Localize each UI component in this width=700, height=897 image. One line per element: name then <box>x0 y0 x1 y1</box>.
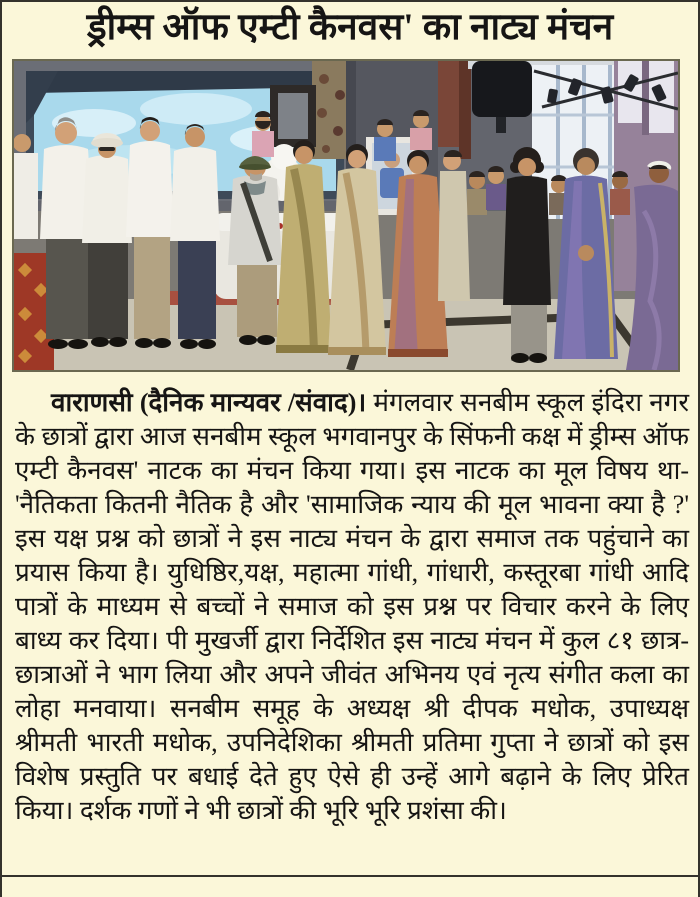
event-photo-illustration <box>14 61 678 370</box>
headline: ड्रीम्स ऑफ एम्टी कैनवस' का नाट्य मंचन <box>86 7 614 48</box>
dateline: वाराणसी (दैनिक मान्यवर /संवाद)। <box>51 388 367 417</box>
event-photo <box>12 59 680 372</box>
bottom-rule <box>2 875 698 877</box>
speaker-box <box>472 61 532 117</box>
article-paragraph <box>15 386 689 828</box>
article-body-text: मंगलवार सनबीम स्कूल इंदिरा नगर के छात्रों द्वारा आज सनबीम स्कूल भगवानपुर के सिंफनी कक्ष में ड्रीम्स ऑफ एम्टी कैनवस' नाटक का मंचन किया गया। इस नाटक का मूल विषय था- 'नैतिकता कितनी नैतिक है और 'सामाजिक न्याय की मूल भावना क्या है ?' इस यक्ष प्रश्न को छात्रों ने इस नाट्य मंचन के द्वारा समाज तक पहुंचाने का प्रयास किया है। युधिष्ठिर,यक्ष, महात्मा गांधी, गांधारी, कस्तूरबा गांधी आदि पात्रों के माध्यम से बच्चों ने समाज को इस प्रश्न पर विचार करने के लिए बाध्य कर दिया। पी मुखर्जी द्वारा निर्देशित इस नाट्य मंचन में कुल ८१ छात्र- छात्राओं ने भाग लिया और अपने जीवंत अभिनय एवं नृत्य संगीत कला का लोहा मनवाया। सनबीम समूह के अध्यक्ष श्री दीपक मधोक, उपाध्यक्ष श्रीमती भारती मधोक, उपनिदेशिका श्रीमती प्रतिमा गुप्ता ने छात्रों को इस विशेष प्रस्तुति पर बधाई देते हुए ऐसे ही उन्हें आगे बढ़ाने के लिए प्रेरित किया। दर्शक गणों ने भी छात्रों की भूरि भूरि प्रशंसा की। <box>15 388 689 825</box>
